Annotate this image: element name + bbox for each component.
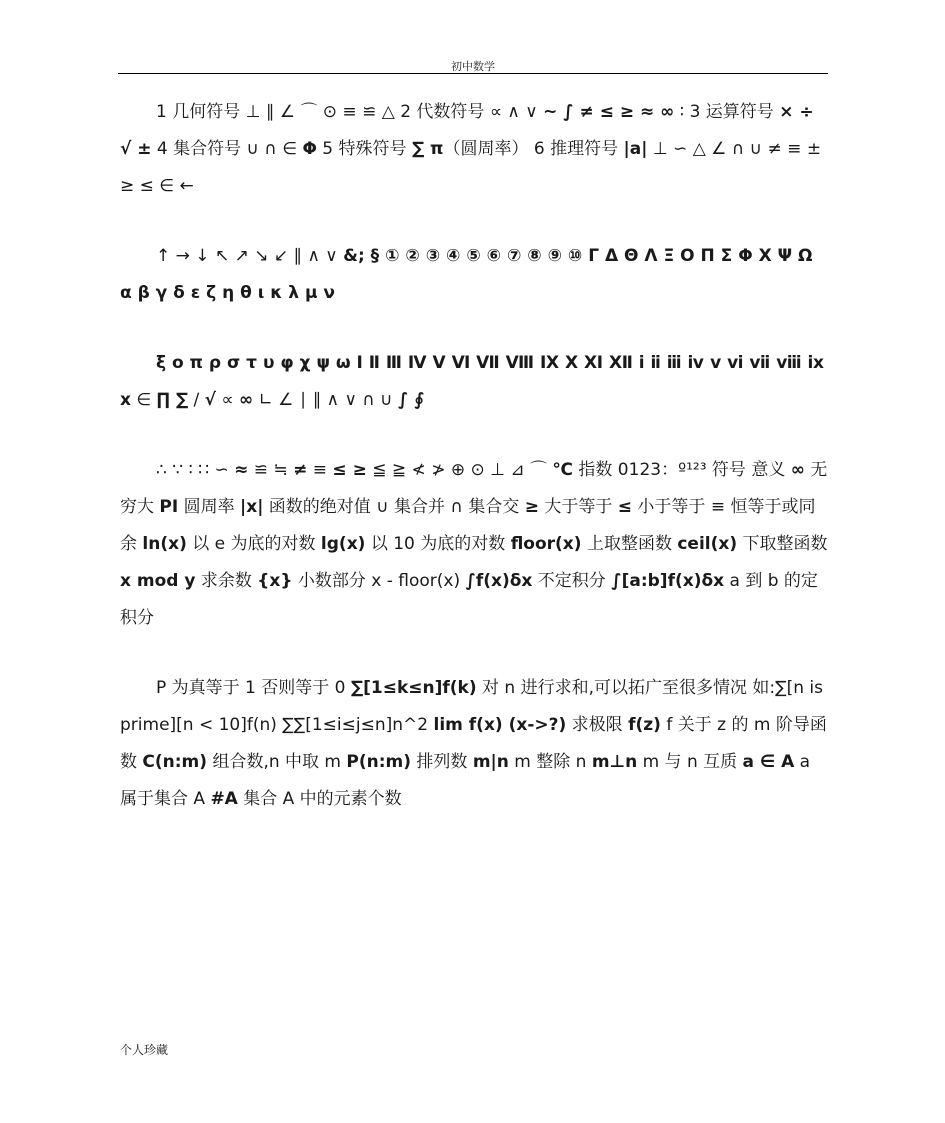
bold-symbol-run: |x| <box>240 497 264 517</box>
text-run: 小数部分 x - floor(x) <box>292 571 466 591</box>
text-run: 函数的绝对值 ∪ 集合并 ∩ 集合交 <box>263 497 525 517</box>
paragraph-arrows-greek <box>120 238 828 312</box>
text-run: ≦ ≧ ≮ ≯ ⊕ ⊙ ⊥ ⊿ ⌒ <box>366 460 553 480</box>
text-run: （圆周率） 6 推理符号 <box>443 139 624 159</box>
paragraph-greek-roman-numerals <box>120 345 828 419</box>
text-run: ∶ 3 运算符号 <box>674 102 780 122</box>
page-footer: 个人珍藏 <box>120 1043 169 1057</box>
bold-symbol-run: &; § ① ② ③ ④ ⑤ ⑥ ⑦ ⑧ ⑨ ⑩ Γ Δ Θ Λ Ξ Ο Π Σ Φ Χ Ψ Ω α β γ δ ε ζ η θ ι κ λ μ ν <box>120 246 813 303</box>
bold-symbol-run: ≠ <box>293 460 308 480</box>
text-run: P 为真等于 1 否则等于 0 <box>156 678 351 698</box>
bold-symbol-run: x mod y <box>120 571 196 591</box>
bold-symbol-run: ≤ ≥ <box>332 460 367 480</box>
text-run: 不定积分 <box>532 571 612 591</box>
bold-symbol-run: ~ ∫ ≠ ≤ ≥ ≈ ∞ <box>543 102 675 122</box>
text-run: 求余数 <box>195 571 258 591</box>
bold-symbol-run: #A <box>210 789 238 809</box>
text-run: 无穷大 <box>120 460 828 517</box>
text-run: ∕ <box>188 390 205 410</box>
text-run: f 关于 z 的 m 阶导函数 <box>120 715 827 772</box>
text-run: 1 几何符号 ⊥ ∥ ∠ ⌒ ⊙ ≡ ≌ △ 2 代数符号 ∝ ∧ ∨ <box>156 102 544 122</box>
bold-symbol-run: ln(x) <box>142 534 187 554</box>
bold-symbol-run: C(n:m) <box>142 752 208 772</box>
bold-symbol-run: lim f(x) (x->?) <box>433 715 567 735</box>
paragraph-symbols-categories <box>120 94 828 205</box>
text-run: a 属于集合 A <box>120 752 811 809</box>
text-run: 小于等于 ≡ 恒等于或同余 <box>120 497 816 554</box>
text-run: 圆周率 <box>178 497 241 517</box>
bold-symbol-run: {x} <box>257 571 293 591</box>
bold-symbol-run: f(z) <box>628 715 661 735</box>
text-run: 4 集合符号 ∪ ∩ ∈ <box>151 139 303 159</box>
bold-symbol-run: × ÷ √ ± <box>120 102 814 159</box>
text-run: 组合数,n 中取 m <box>207 752 347 772</box>
bold-symbol-run: floor(x) <box>510 534 582 554</box>
bold-symbol-run: √ <box>204 390 216 410</box>
text-run: 大于等于 <box>538 497 618 517</box>
text-run: 求极限 <box>566 715 629 735</box>
bold-symbol-run: m⊥n <box>591 752 638 772</box>
bold-symbol-run: ceil(x) <box>677 534 738 554</box>
text-run: ∈ <box>130 390 157 410</box>
bold-symbol-run: ≈ <box>234 460 249 480</box>
text-run: 指数 0123：º¹²³ 符号 意义 <box>573 460 791 480</box>
bold-symbol-run: ∫f(x)δx <box>465 571 533 591</box>
page-header <box>118 0 828 74</box>
text-run: ≌ ≒ <box>248 460 294 480</box>
bold-symbol-run: PI <box>159 497 179 517</box>
text-run: m 整除 n <box>508 752 592 772</box>
text-run: 对 n 进行求和,可以拓广至很多情况 如:∑[n is prime][n < 10]f(n) ∑∑[1≤i≤j≤n]n^2 <box>120 678 823 735</box>
text-run: ≡ <box>307 460 333 480</box>
bold-symbol-run: m|n <box>472 752 509 772</box>
bold-symbol-run: Φ <box>302 139 317 159</box>
text-run: ∟ ∠ ∣ ∥ ∧ ∨ ∩ ∪ <box>253 390 399 410</box>
text-run: ↑ → ↓ ↖ ↗ ↘ ↙ ∥ ∧ ∨ <box>156 246 344 266</box>
text-run: 以 10 为底的对数 <box>365 534 511 554</box>
bold-symbol-run: lg(x) <box>320 534 366 554</box>
bold-symbol-run: ≤ <box>617 497 633 517</box>
text-run: m 与 n 互质 <box>637 752 743 772</box>
bold-symbol-run: |a| <box>623 139 648 159</box>
bold-symbol-run: ∞ <box>790 460 805 480</box>
bold-symbol-run: P(n:m) <box>346 752 412 772</box>
bold-symbol-run: ℃ <box>552 460 573 480</box>
bold-symbol-run: a ∈ A <box>742 752 795 772</box>
document-body <box>120 94 828 851</box>
paragraph-sum-notation <box>120 670 828 818</box>
text-run: ∝ <box>216 390 239 410</box>
text-run: 排列数 <box>411 752 473 772</box>
text-run: a 到 b 的定积分 <box>120 571 818 628</box>
paragraph-symbol-meanings <box>120 452 828 637</box>
bold-symbol-run: ∑ π <box>411 139 444 159</box>
header-title: 初中数学 <box>451 60 495 73</box>
text-run: 下取整函数 <box>737 534 828 554</box>
bold-symbol-run: ≥ <box>524 497 539 517</box>
text-run: 以 e 为底的对数 <box>186 534 321 554</box>
bold-symbol-run: ξ ο π ρ σ τ υ φ χ ψ ω Ⅰ Ⅱ Ⅲ Ⅳ Ⅴ Ⅵ Ⅶ Ⅷ Ⅸ Ⅹ Ⅺ Ⅻ ⅰ ⅱ ⅲ ⅳ ⅴ ⅵ ⅶ ⅷ ⅸ ⅹ <box>120 353 824 410</box>
text-run: ⊥ ∽ △ ∠ ∩ ∪ ≠ ≡ ± ≥ ≤ ∈ ← <box>120 139 822 196</box>
text-run: 5 特殊符号 <box>316 139 412 159</box>
bold-symbol-run: ∞ <box>238 390 254 410</box>
bold-symbol-run: ∑[1≤k≤n]f(k) <box>350 678 477 698</box>
bold-symbol-run: ∫ ∮ <box>398 390 424 410</box>
text-run: 集合 A 中的元素个数 <box>237 789 402 809</box>
text-run: 上取整函数 <box>581 534 678 554</box>
text-run: ∴ ∵ ∶ ∷ ∽ <box>156 460 235 480</box>
bold-symbol-run: ∫[a:b]f(x)δx <box>611 571 725 591</box>
bold-symbol-run: ∏ ∑ <box>156 390 189 410</box>
